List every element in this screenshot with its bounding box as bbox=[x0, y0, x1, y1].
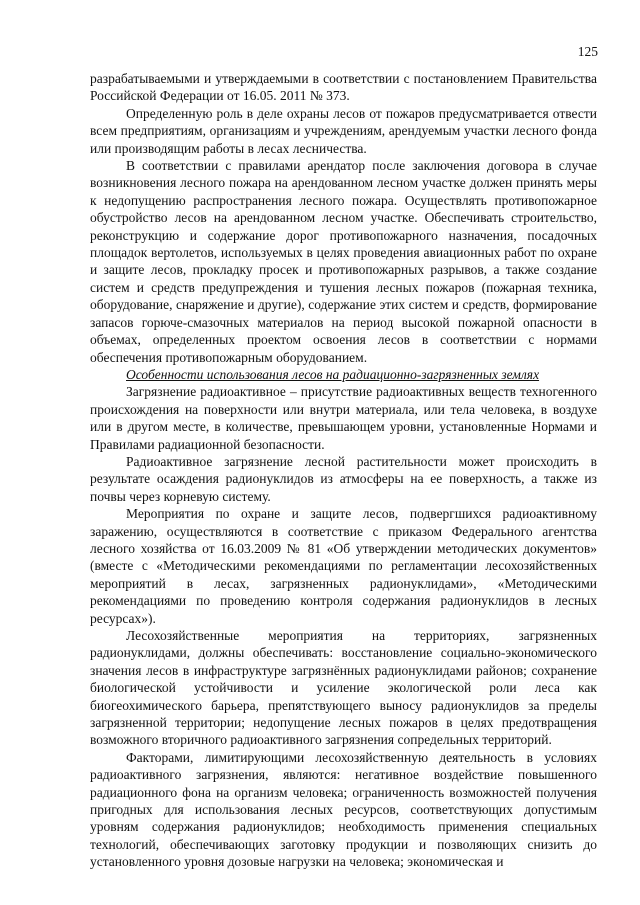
paragraph-fire-protection-role: Определенную роль в деле охраны лесов от пожаров предусматривается отвести всем предприятиям, организациям и учреждениям, арендуемым участки лесного фонда или производящим работы в лесах лесничества. bbox=[90, 105, 597, 156]
paragraph-limiting-factors: Факторами, лимитирующими лесохозяйственную деятельность в условиях радиоактивного загрязнения, являются: негативное воздействие повышенного радиационного фона на организм человека; ограниченность возможностей получения пригодных для использования лесных ресурсов, соответствующих допустимым уровням содержания радионуклидов; необходимость применения специальных технологий, обеспечивающих заготовку продукции и позволяющих снизить до установленного уровня дозовые нагрузки на человека; экономическая и bbox=[90, 749, 597, 870]
section-heading: Особенности использования лесов на радиационно-загрязненных землях bbox=[126, 366, 540, 382]
paragraph-protection-measures: Мероприятия по охране и защите лесов, подвергшихся радиоактивному заражению, осуществляются в соответствие с приказом Федерального агентства лесного хозяйства от 16.03.2009 № 81 «Об утверждении методических документов» (вместе с «Методическими рекомендациями по регламентации лесохозяйственных мероприятий в лесах, загрязненных радионуклидами», «Методическими рекомендациями по проведению контроля содержания радионуклидов в лесных ресурсах»). bbox=[90, 506, 597, 626]
paragraph-continuation: разрабатываемыми и утверждаемыми в соответствии с постановлением Правительства Российской Федерации от 16.05. 2011 № 373. bbox=[90, 71, 597, 104]
page-number: 125 bbox=[577, 44, 598, 59]
paragraph-forestry-measures: Лесохозяйственные мероприятия на территориях, загрязненных радионуклидами, должны обеспечивать: восстановление социально-экономического значения лесов в инфраструктуре загрязнённых радионуклидами районов; сохранение биологической устойчивости и усиление экологической роли леса как биогеохимического барьера, препятствующего выносу радионуклидов за пределы загрязненной территории; недопущение лесных пожаров в целях предотвращения возможного вторичного радиоактивного загрязнения сопредельных территорий. bbox=[90, 628, 597, 748]
page-body bbox=[90, 70, 597, 871]
paragraph-vegetation-contamination: Радиоактивное загрязнение лесной растительности может происходить в результате осаждения радионуклидов из атмосферы на ее поверхность, а также из почвы через корневую систему. bbox=[90, 453, 597, 504]
paragraph-contamination-definition: Загрязнение радиоактивное – присутствие радиоактивных веществ техногенного происхождения на поверхности или внутри материала, или тела человека, в воздухе или в другом месте, в количестве, превышающем уровни, установленные Нормами и Правилами радиационной безопасности. bbox=[90, 384, 597, 452]
paragraph-lessee-obligations: В соответствии с правилами арендатор после заключения договора в случае возникновения лесного пожара на арендованном лесном участке должен принять меры к недопущению распространения лесного пожара. Осуществлять противопожарное обустройство лесов на арендованном лесном участке. Обеспечивать строительство, реконструкцию и содержание дорог противопожарного назначения, посадочных площадок вертолетов, используемых в целях проведения авиационных работ по охране и защите лесов, прокладку просек и противопожарных разрывов, а также создание систем и средств предупреждения и тушения лесных пожаров (пожарная техника, оборудование, снаряжение и другие), содержание этих систем и средств, формирование запасов горюче-смазочных материалов на период высокой пожарной опасности в объемах, определенных проектом освоения лесов в соответствии с нормами обеспечения противопожарным оборудованием. bbox=[90, 158, 597, 365]
